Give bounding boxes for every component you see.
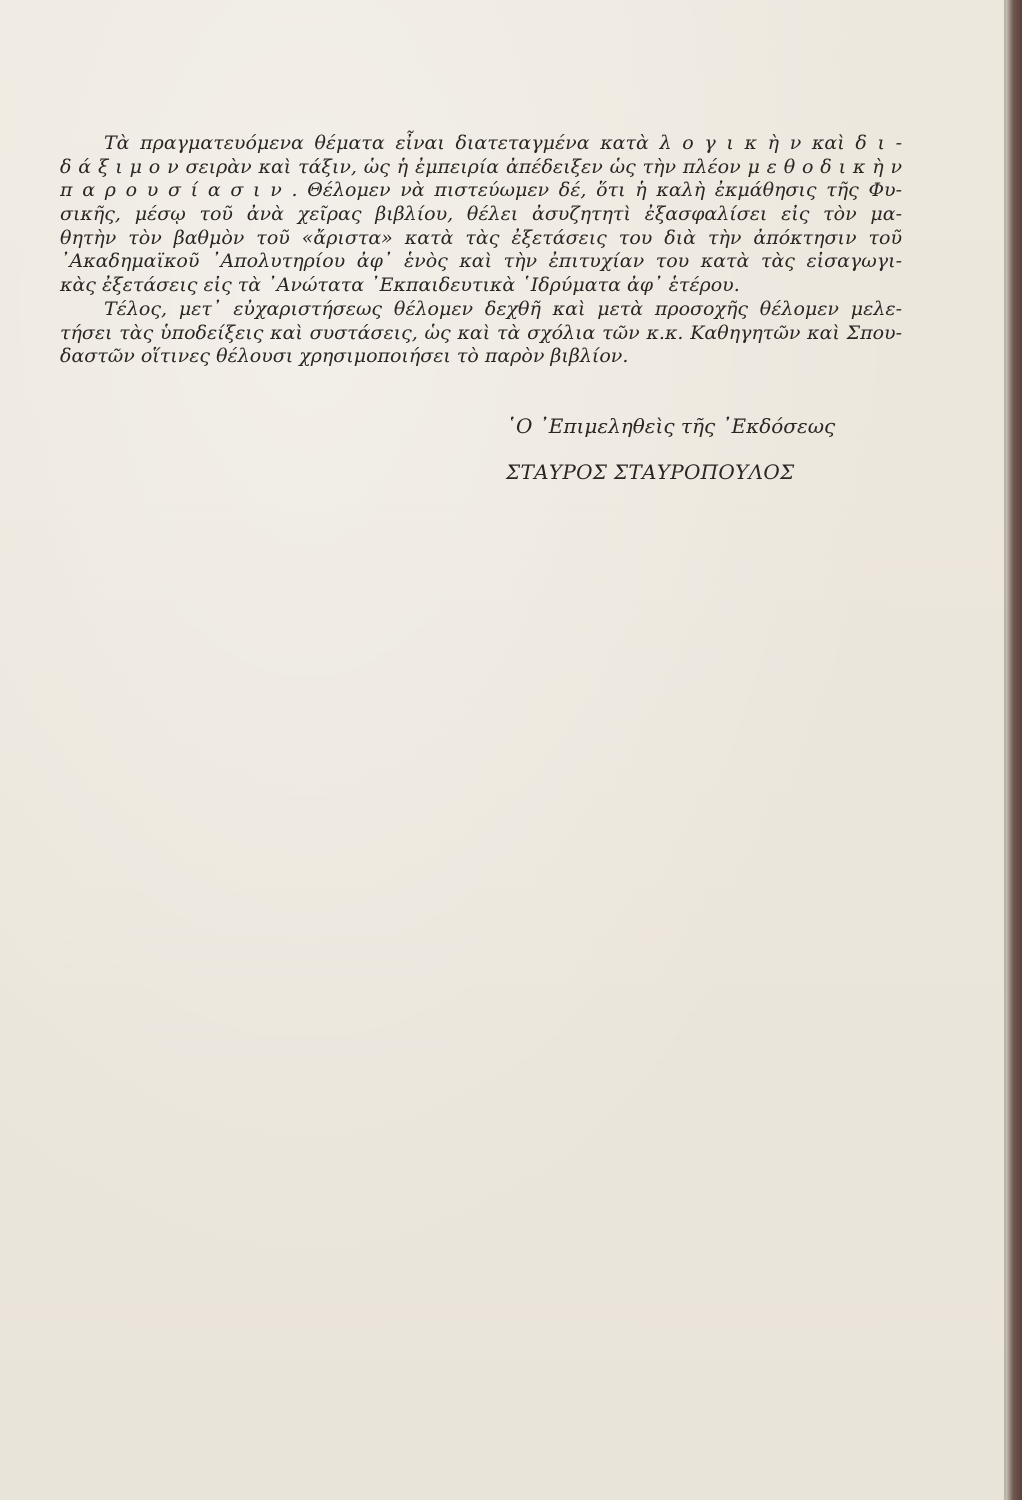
preface-line: δαστῶν οἵτινες θέλουσι χρησιμοποιήσει τὸ παρὸν βιβλίον. (60, 345, 629, 368)
preface-line: δ ά ξ ι μ ο ν σειρὰν καὶ τάξιν, ὡς ἡ ἐμπειρία ἀπέδειξεν ὡς τὴν πλέον μ ε θ ο δ ι κ ὴ ν (60, 155, 902, 178)
preface-line: ᾿Ακαδημαϊκοῦ ᾿Απολυτηρίου ἀφ᾿ ἑνὸς καὶ τὴν ἐπιτυχίαν του κατὰ τὰς εἰσαγωγι- (60, 250, 902, 273)
preface-line: κὰς ἐξετάσεις εἰς τὰ ᾿Ανώτατα ᾿Εκπαιδευτικὰ ῾Ιδρύματα ἀφ᾿ ἑτέρου. (60, 274, 740, 297)
preface-line: σικῆς, μέσῳ τοῦ ἀνὰ χεῖρας βιβλίου, θέλει ἀσυζητητὶ ἐξασφαλίσει εἰς τὸν μα- (60, 203, 902, 226)
preface-line: θητὴν τὸν βαθμὸν τοῦ «ἄριστα» κατὰ τὰς ἐξετάσεις του διὰ τὴν ἀπόκτησιν τοῦ (60, 226, 902, 249)
editor-name: ΣΤΑΥΡΟΣ ΣΤΑΥΡΟΠΟΥΛΟΣ (506, 460, 795, 484)
preface-line: π α ρ ο υ σ ί α σ ι ν . Θέλομεν νὰ πιστεύωμεν δέ, ὅτι ἡ καλὴ ἐκμάθησις τῆς Φυ- (60, 179, 902, 202)
show-through-text (64, 415, 884, 1055)
preface-line: Τέλος, μετ᾿ εὐχαριστήσεως θέλομεν δεχθῆ καὶ μετὰ προσοχῆς θέλομεν μελε- (104, 297, 902, 320)
editor-title: ῾Ο ᾿Επιμεληθεὶς τῆς ᾿Εκδόσεως (506, 414, 836, 438)
book-binding-edge (1006, 0, 1022, 1500)
preface-line: Τὰ πραγματευόμενα θέματα εἶναι διατεταγμένα κατὰ λ ο γ ι κ ὴ ν καὶ δ ι - (104, 132, 902, 154)
preface-text (60, 132, 902, 369)
preface-line: τήσει τὰς ὑποδείξεις καὶ συστάσεις, ὡς καὶ τὰ σχόλια τῶν κ.κ. Καθηγητῶν καὶ Σπου- (60, 321, 902, 344)
